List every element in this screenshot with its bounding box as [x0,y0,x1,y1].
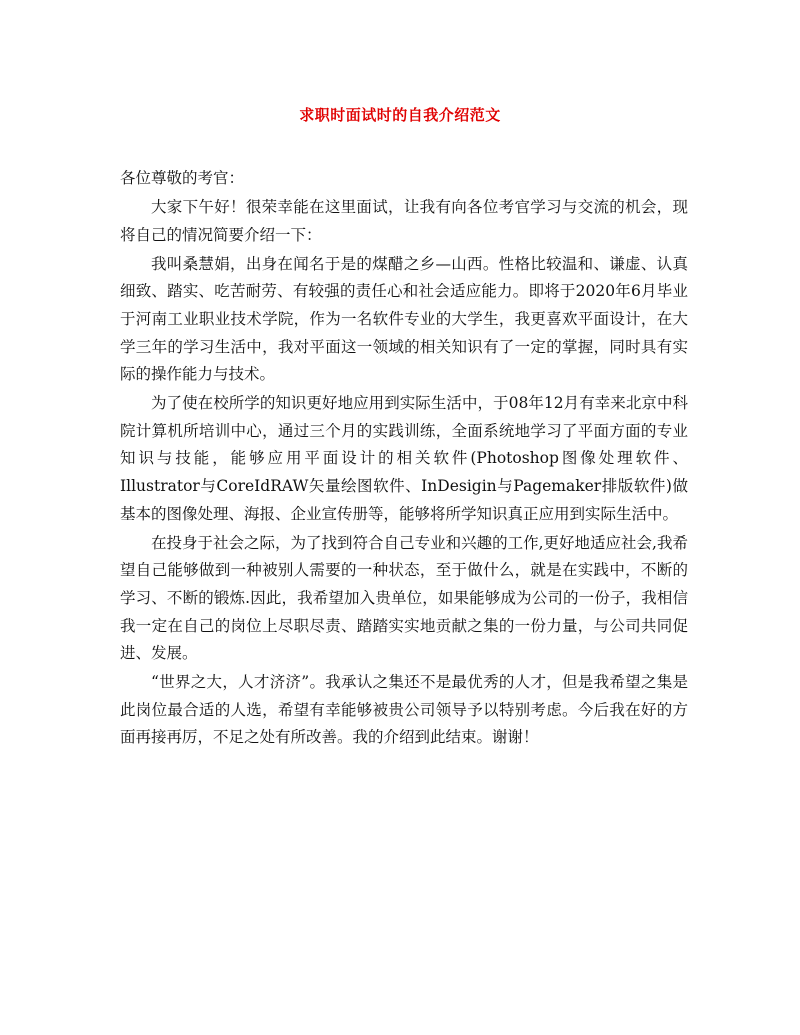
paragraph-aspiration: 在投身于社会之际，为了找到符合自己专业和兴趣的工作,更好地适应社会,我希望自己能够做到一种被别人需要的一种状态，至于做什么，就是在实践中，不断的学习、不断的锻炼.因此，我希望加入贵单位，如果能够成为公司的一份子，我相信我一定在自己的岗位上尽职尽责、踏踏实实地贡献之集的一份力量，与公司共同促进、发展。 [120,533,688,663]
paragraph-closing: “世界之大，人才济济”。我承认之集还不是最优秀的人才，但是我希望之集是此岗位最合适的人选，希望有幸能够被贵公司领导予以特别考虑。今后我在好的方面再接再厉，不足之处有所改善。我的介绍到此结束。谢谢！ [120,673,688,747]
paragraph-training: 为了使在校所学的知识更好地应用到实际生活中，于08年12月有幸来北京中科院计算机所培训中心，通过三个月的实践训练，全面系统地学习了平面方面的专业知识与技能，能够应用平面设计的相关软件(Photoshop图像处理软件、Illustrator与CoreIdRAW矢量绘图软件、InDesigin与Pagemaker排版软件)做基本的图像处理、海报、企业宣传册等，能够将所学知识真正应用到实际生活中。 [120,394,688,523]
document-body [120,165,688,753]
paragraph-background: 我叫桑慧娟，出身在闻名于是的煤醋之乡—山西。性格比较温和、谦虚、认真细致、踏实、吃苦耐劳、有较强的责任心和社会适应能力。即将于2020年6月毕业于河南工业职业技术学院，作为一名软件专业的大学生，我更喜欢平面设计，在大学三年的学习生活中，我对平面这一领域的相关知识有了一定的掌握，同时具有实际的操作能力与技术。 [120,254,688,384]
salutation: 各位尊敬的考官： [120,169,245,187]
document-title: 求职时面试时的自我介绍范文 [299,106,501,124]
paragraph-greeting: 大家下午好！很荣幸能在这里面试，让我有向各位考官学习与交流的机会，现将自己的情况简要介绍一下： [120,198,688,244]
